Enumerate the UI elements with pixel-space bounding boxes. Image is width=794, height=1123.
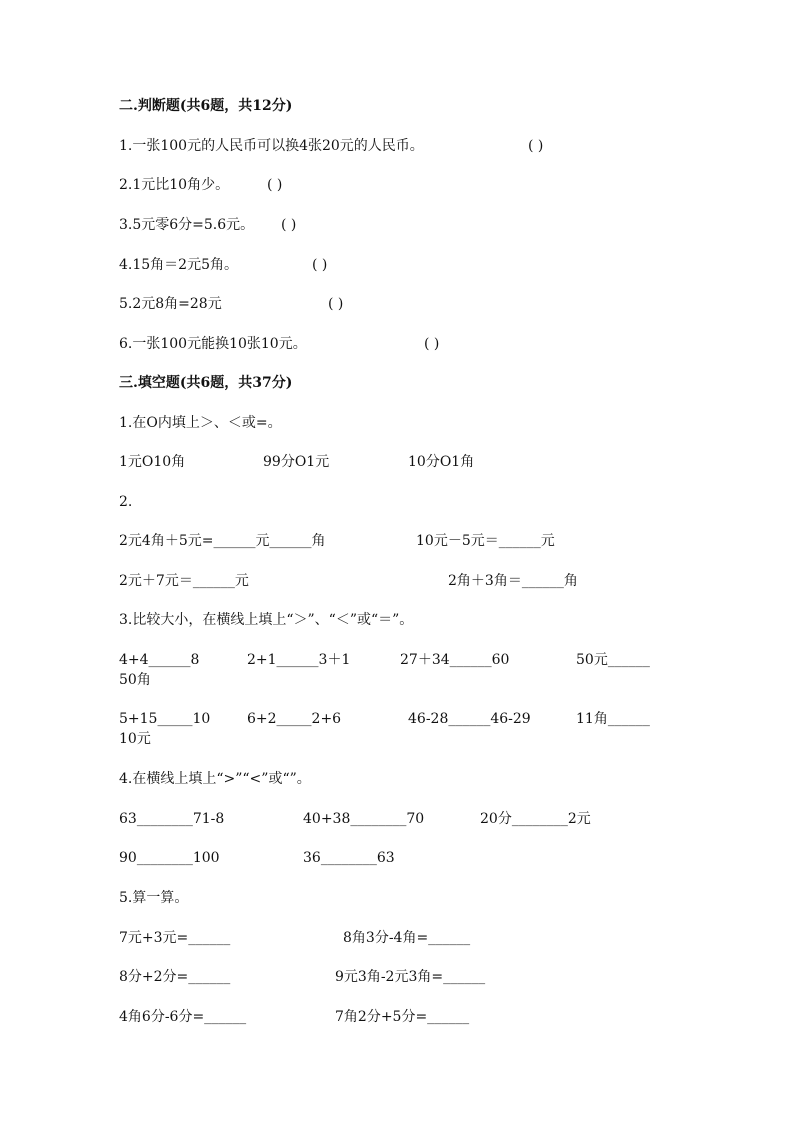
- answer-paren[interactable]: ( ): [328, 296, 344, 312]
- fill-item[interactable]: 10分O1角: [408, 454, 475, 470]
- question-text: 2.1元比10角少。: [119, 177, 230, 193]
- compare-item[interactable]: 40+38________70: [303, 811, 425, 827]
- compare-item[interactable]: 63________71-8: [119, 811, 225, 827]
- calc-item[interactable]: 7元+3元=______: [119, 930, 231, 946]
- answer-paren[interactable]: ( ): [267, 177, 283, 193]
- question-text: 3.5元零6分=5.6元。: [119, 217, 255, 233]
- answer-paren[interactable]: ( ): [424, 336, 440, 352]
- fill-question-4-prompt: 4.在横线上填上“>”“<”或“”。: [119, 771, 311, 787]
- compare-item[interactable]: 4+4______8: [119, 652, 200, 668]
- compare-item[interactable]: 11角______: [576, 711, 650, 727]
- judge-question-5: [119, 294, 344, 314]
- fill-question-3-row-2-wrap: 10元: [119, 731, 151, 747]
- fill-item[interactable]: 2角＋3角＝______角: [448, 573, 578, 589]
- answer-paren[interactable]: ( ): [528, 138, 544, 154]
- compare-item[interactable]: 27＋34______60: [400, 652, 510, 668]
- answer-paren[interactable]: ( ): [281, 217, 297, 233]
- judge-question-2: [119, 175, 283, 195]
- compare-item[interactable]: 6+2_____2+6: [247, 711, 342, 727]
- calc-item[interactable]: 8角3分-4角=______: [343, 930, 471, 946]
- judge-question-1: [119, 136, 544, 156]
- answer-paren[interactable]: ( ): [312, 257, 328, 273]
- calc-item[interactable]: 9元3角-2元3角=______: [335, 969, 486, 985]
- question-text: 5.2元8角=28元: [119, 296, 222, 312]
- compare-item[interactable]: 5+15_____10: [119, 711, 211, 727]
- calc-item[interactable]: 8分+2分=______: [119, 969, 231, 985]
- judge-question-3: [119, 215, 297, 235]
- compare-item[interactable]: 20分________2元: [480, 811, 591, 827]
- fill-item[interactable]: 2元4角＋5元=______元______角: [119, 533, 326, 549]
- question-text: 4.15角＝2元5角。: [119, 257, 238, 273]
- calc-item[interactable]: 4角6分-6分=______: [119, 1009, 247, 1025]
- calc-item[interactable]: 7角2分+5分=______: [335, 1009, 470, 1025]
- fill-item[interactable]: 2元＋7元＝______元: [119, 573, 249, 589]
- judge-question-4: [119, 255, 328, 275]
- fill-item[interactable]: 1元O10角: [119, 454, 186, 470]
- fill-question-3-prompt: 3.比较大小，在横线上填上“＞”、“＜”或“＝”。: [119, 612, 414, 628]
- question-text: 6.一张100元能换10张10元。: [119, 336, 307, 352]
- fill-question-5-prompt: 5.算一算。: [119, 890, 189, 906]
- fill-question-3-row-1-wrap: 50角: [119, 672, 151, 688]
- question-text: 1.一张100元的人民币可以换4张20元的人民币。: [119, 138, 424, 154]
- fill-item[interactable]: 10元－5元＝______元: [416, 533, 555, 549]
- compare-item[interactable]: 36________63: [303, 850, 395, 866]
- compare-item[interactable]: 46-28______46-29: [408, 711, 531, 727]
- fill-item[interactable]: 99分O1元: [263, 454, 330, 470]
- compare-item[interactable]: 50元______: [576, 652, 650, 668]
- section-3-title: 三.填空题(共6题，共37分): [119, 375, 293, 391]
- judge-question-6: [119, 334, 440, 354]
- fill-question-2-prompt: 2.: [119, 494, 133, 510]
- fill-question-1-prompt: 1.在O内填上＞、＜或=。: [119, 415, 282, 431]
- compare-item[interactable]: 2+1______3＋1: [247, 652, 351, 668]
- section-2-title: 二.判断题(共6题，共12分): [119, 98, 293, 114]
- compare-item[interactable]: 90________100: [119, 850, 220, 866]
